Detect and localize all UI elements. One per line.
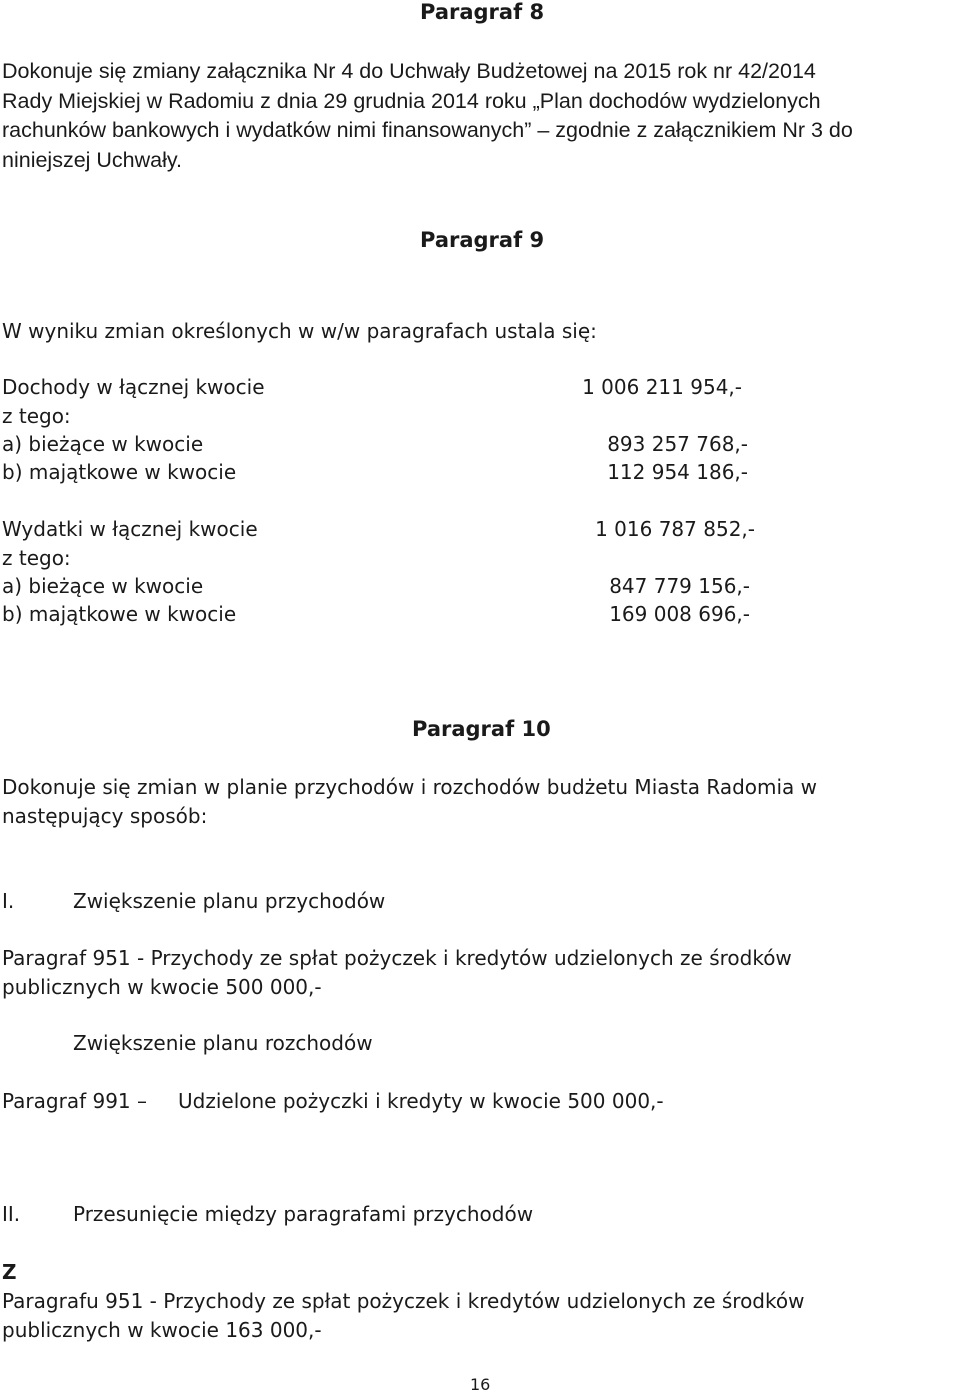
paragraf-8-line-4: niniejszej Uchwały. [2,148,183,172]
dochody-label: Dochody w łącznej kwocie [2,375,265,399]
dochody-biezace-amount: 893 257 768,- [607,432,748,456]
paragraf-8-line-2: Rady Miejskiej w Radomiu z dnia 29 grudnia 2014 roku „Plan dochodów wydzielonych [2,89,821,113]
section-1-p951-line-2: publicznych w kwocie 500 000,- [2,975,322,999]
wydatki-biezace-label: a) bieżące w kwocie [2,574,204,598]
paragraf-991-label: Paragraf 991 – [2,1089,147,1113]
wydatki-amount: 1 016 787 852,- [595,517,755,541]
paragraf-9-intro: W wyniku zmian określonych w w/w paragrafach ustala się: [2,319,597,343]
paragraf-10-intro-line-1: Dokonuje się zmian w planie przychodów i rozchodów budżetu Miasta Radomia w [2,775,818,799]
paragraf-8-line-3: rachunków bankowych i wydatków nimi finansowanych” – zgodnie z załącznikiem Nr 3 do [2,118,853,142]
section-2-title: Przesunięcie między paragrafami przychodów [73,1202,534,1226]
paragraf-9-heading: Paragraf 9 [420,228,545,252]
section-2-p951-line-2: publicznych w kwocie 163 000,- [2,1318,322,1342]
wydatki-majatkowe-amount: 169 008 696,- [609,602,750,626]
dochody-z-tego: z tego: [2,404,71,428]
section-1-title: Zwiększenie planu przychodów [73,889,386,913]
dochody-majatkowe-amount: 112 954 186,- [607,460,748,484]
wydatki-biezace-amount: 847 779 156,- [609,574,750,598]
paragraf-10-intro-line-2: następujący sposób: [2,804,208,828]
section-2-number: II. [2,1202,21,1226]
dochody-biezace-label: a) bieżące w kwocie [2,432,204,456]
dochody-amount: 1 006 211 954,- [582,375,742,399]
section-2-p951-line-1: Paragrafu 951 - Przychody ze spłat pożyczek i kredytów udzielonych ze środków [2,1289,805,1313]
dochody-majatkowe-label: b) majątkowe w kwocie [2,460,237,484]
section-1-p951-line-1: Paragraf 951 - Przychody ze spłat pożyczek i kredytów udzielonych ze środków [2,946,792,970]
section-2-z-label: Z [2,1260,17,1284]
paragraf-8-line-1: Dokonuje się zmiany załącznika Nr 4 do Uchwały Budżetowej na 2015 rok nr 42/2014 [2,59,816,83]
rozchody-title: Zwiększenie planu rozchodów [73,1031,373,1055]
paragraf-8-heading: Paragraf 8 [420,0,545,24]
section-1-number: I. [2,889,15,913]
paragraf-10-heading: Paragraf 10 [412,717,551,741]
paragraf-991-text: Udzielone pożyczki i kredyty w kwocie 500 000,- [178,1089,664,1113]
wydatki-majatkowe-label: b) majątkowe w kwocie [2,602,237,626]
wydatki-z-tego: z tego: [2,546,71,570]
page-number: 16 [470,1375,491,1394]
wydatki-label: Wydatki w łącznej kwocie [2,517,258,541]
